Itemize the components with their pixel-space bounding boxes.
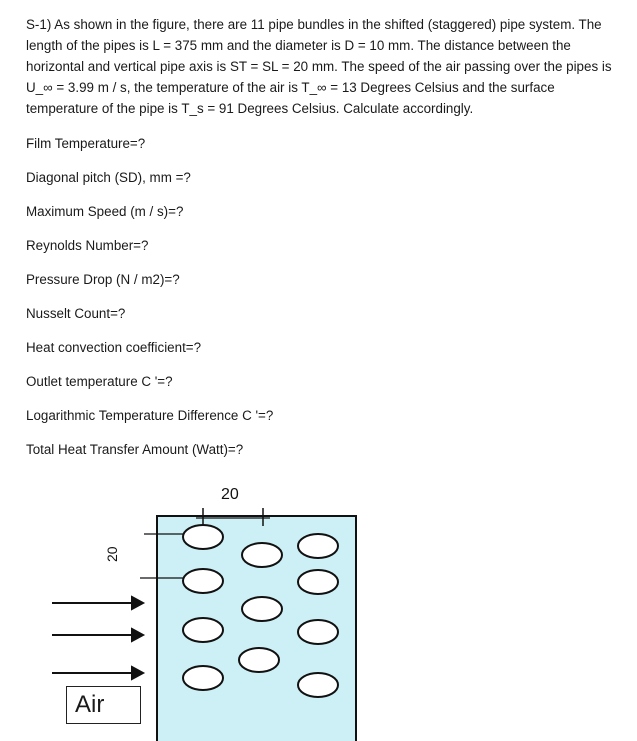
air-label-box bbox=[66, 686, 141, 724]
pipe bbox=[298, 620, 338, 644]
question-total-heat-transfer: Total Heat Transfer Amount (Watt)=? bbox=[26, 442, 244, 457]
pipe bbox=[298, 673, 338, 697]
pipe bbox=[183, 525, 223, 549]
pipe bbox=[242, 543, 282, 567]
pipe bbox=[183, 666, 223, 690]
question-reynolds-number: Reynolds Number=? bbox=[26, 238, 149, 253]
question-film-temperature: Film Temperature=? bbox=[26, 136, 146, 151]
pipe bbox=[239, 648, 279, 672]
pipe bbox=[298, 534, 338, 558]
question-outlet-temperature: Outlet temperature C '=? bbox=[26, 374, 173, 389]
problem-statement: S-1) As shown in the figure, there are 11 pipe bundles in the shifted (staggered) pipe system. The length of the pipes is L = 375 mm and the diameter is D = 10 mm. The distance between the horizontal and vertical pipe axis is ST = SL = 20 mm. The speed of the air passing over the pipes is U_∞ = 3.99 m / s, the temperature of the air is T_∞ = 13 Degrees Celsius and the surface temperature of the pipe is T_s = 91 Degrees Celsius. Calculate accordingly. bbox=[26, 17, 612, 116]
question-list bbox=[26, 134, 273, 474]
pipe bbox=[183, 618, 223, 642]
question-log-temperature-difference: Logarithmic Temperature Difference C '=? bbox=[26, 408, 274, 423]
question-maximum-speed: Maximum Speed (m / s)=? bbox=[26, 204, 184, 219]
vertical-dimension-label: 20 bbox=[104, 546, 120, 562]
airflow-arrows bbox=[52, 597, 143, 679]
air-label: Air bbox=[75, 691, 105, 718]
question-heat-convection: Heat convection coefficient=? bbox=[26, 340, 202, 355]
question-pressure-drop: Pressure Drop (N / m2)=? bbox=[26, 272, 180, 287]
question-nusselt-count: Nusselt Count=? bbox=[26, 306, 126, 321]
question-diagonal-pitch: Diagonal pitch (SD), mm =? bbox=[26, 170, 191, 185]
pipe bbox=[298, 570, 338, 594]
horizontal-dimension-label: 20 bbox=[221, 486, 239, 503]
pipe bbox=[183, 569, 223, 593]
pipe bbox=[242, 597, 282, 621]
